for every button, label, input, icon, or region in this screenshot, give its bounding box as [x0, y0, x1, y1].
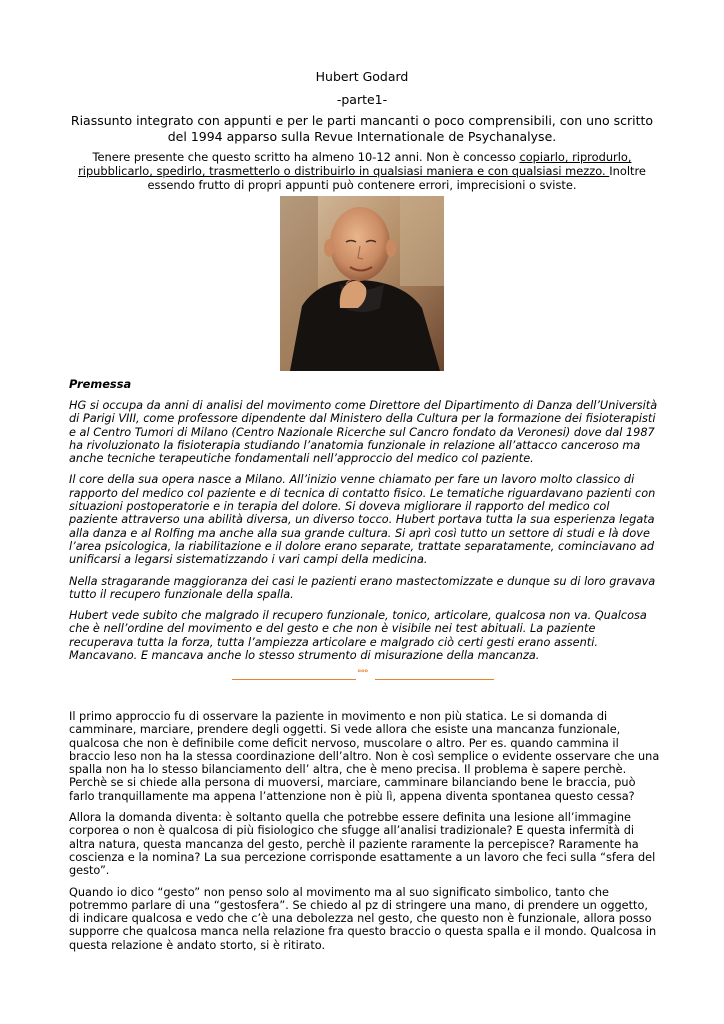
- premessa-paragraph: HG si occupa da anni di analisi del movimento come Direttore del Dipartimento di Danza dell’Università di Parigi VIII, come professore dipendente dal Ministero della Cultura per la formazione dei fisioterapisti e al Centro Tumori di Milano (Centro Nazionale Ricerche sul Cancro fondato da Veronesi) dove dal 1987 ha rivoluzionato la fisioterapia studiando l’anatomia funzionale in relazione all’attacco canceroso ma anche tecniche terapeutiche fondamentali nell’approccio del medico col paziente.: [69, 399, 658, 466]
- body-paragraph: Quando io dico “gesto” non penso solo al movimento ma al suo significato simbolico, tanto che potremmo parlare di una “gestosfera”. Se chiedo al pz di stringere una mano, di prendere un oggetto, di indicare qualcosa e vedo che c’è una debolezza nel gesto, che questo non è funzionale, allora posso supporre che qualcosa manca nella relazione fra questo braccio o questa spalla e il mondo. Qualcosa in questa relazione è andato storto, si è ritirato.: [69, 885, 657, 952]
- body-paragraph: Allora la domanda diventa: è soltanto quella che potrebbe essere definita una lesione all’immagine corporea o non è qualcosa di più fisiologico che sfugge all’analisi tradizionale? E questa infermità di altra natura, questa mancanza del gesto, perchè il paziente raramente la percepisce? Raramente ha coscienza e la nomina? La sua percezione corrisponde esattamente a un lavoro che feci sulla “sfera del gesto”.: [69, 811, 656, 878]
- premessa-paragraph: Hubert vede subito che malgrado il recupero funzionale, tonico, articolare, qualcosa non va. Qualcosa che è nell’ordine del movimento e del gesto e che non è visibile nei test abituali. La paziente recuperava tutta la forza, tutta l’ampiezza articolare e malgrado ciò certi gesti erano assenti. Mancavano. E mancava anche lo stesso strumento di misurazione della mancanza.: [69, 609, 647, 663]
- notice-start: Tenere presente che questo scritto ha almeno 10-12 anni. Non è concesso: [92, 150, 520, 164]
- part-label: -parte1-: [336, 92, 388, 107]
- separator-line-left: [232, 679, 356, 680]
- author-title: Hubert Godard: [315, 69, 409, 84]
- author-photo: [280, 196, 444, 371]
- subtitle: Riassunto integrato con appunti e per le parti mancanti o poco comprensibili, con uno scritto del 1994 apparso sulla Revue Internationale de Psychanalyse.: [70, 113, 654, 144]
- copyright-notice: [70, 150, 654, 192]
- body-section: [69, 710, 661, 960]
- body-paragraph: Il primo approccio fu di osservare la paziente in movimento e non più statica. Le si domanda di camminare, marciare, prendere degli oggetti. Si vede allora che esiste una mancanza funzionale, qualcosa che non è definibile come deficit nervoso, muscolare o altro. Per es. quando cammina il braccio leso non ha la stessa coordinazione dell’altro. Non è così semplice o evidente osservare che una spalla non ha lo stesso bilanciamento dell’ altra, che è meno precisa. Il problema è sapere perchè. Perchè se si chiede alla persona di muoversi, marciare, camminare bilanciando bene le braccia, può farlo tranquillamente ma appena l’attenzione non è più lì, appena diventa spontanea questo cessa?: [69, 710, 660, 803]
- notice-end: Inoltre essendo frutto di propri appunti può contenere errori, imprecisioni o sviste.: [147, 164, 646, 192]
- section-separator: [232, 670, 494, 684]
- separator-line-right: [375, 679, 494, 680]
- premessa-section: [69, 399, 661, 670]
- premessa-heading: Premessa: [69, 377, 132, 391]
- separator-dots: °°°: [357, 669, 368, 679]
- premessa-paragraph: Nella stragarande maggioranza dei casi le pazienti erano mastectomizzate e dunque su di loro gravava tutto il recupero funzionale della spalla.: [69, 574, 656, 601]
- notice-underlined: copiarlo, riprodurlo, ripubblicarlo, spedirlo, trasmetterlo o distribuirlo in qualsiasi maniera e con qualsiasi mezzo.: [78, 150, 632, 178]
- premessa-paragraph: Il core della sua opera nasce a Milano. All’inizio venne chiamato per fare un lavoro molto classico di rapporto del medico col paziente e di tecnica di contatto fisico. Le tematiche riguardavano pazienti con situazioni postoperatorie e in terapia del dolore. Si doveva migliorare il rapporto del medico col paziente attraverso una abilità diversa, un diverso tocco. Hubert portava tutta la sua esperienza legata alla danza e al Rolfing ma anche alla sua grande cultura. Si aprì così tutto un settore di studi e là dove l’area psicologica, la riabilitazione e il dolore erano separate, trattate separatamente, cominciavano ad unificarsi a legarsi sistematizzando i vari campi della medicina.: [69, 473, 656, 567]
